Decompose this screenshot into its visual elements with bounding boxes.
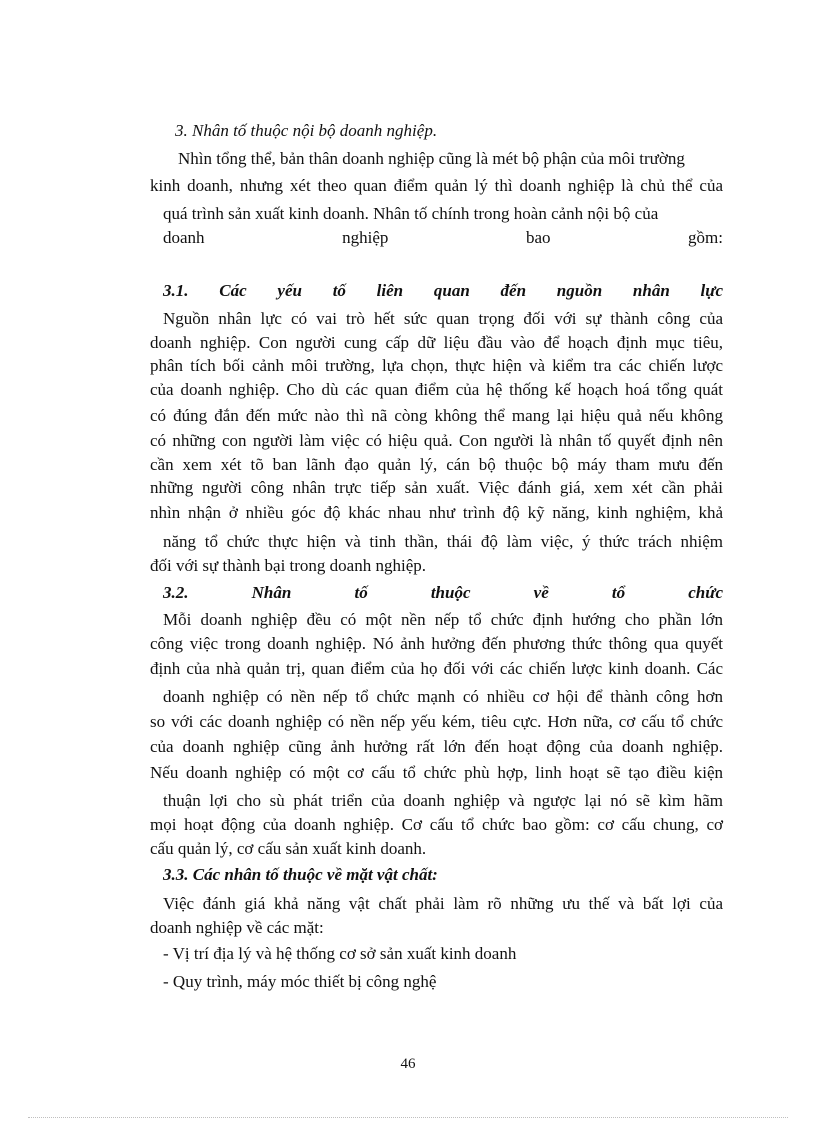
paragraph-line: cấu quản lý, cơ cấu sản xuất kinh doanh.	[150, 839, 427, 858]
paragraph-line: Mỗi doanh nghiệp đều có một nền nếp tổ chức định hướng cho phần lớn	[163, 610, 723, 629]
intro-line: Nhìn tổng thể, bản thân doanh nghiệp cũng là mét bộ phận của môi trường	[178, 149, 685, 168]
paragraph-line: phân tích bối cảnh môi trường, lựa chọn, thực hiện và kiểm tra các chiến lược	[150, 356, 723, 375]
page-bottom-divider	[28, 1117, 788, 1118]
section-heading-3: 3. Nhân tố thuộc nội bộ doanh nghiệp.	[175, 121, 438, 140]
paragraph-line: doanh nghiệp có nền nếp tổ chức mạnh có nhiều cơ hội để thành công hơn	[163, 687, 723, 706]
paragraph-line: so với các doanh nghiệp có nền nếp yếu kém, tiêu cực. Hơn nữa, cơ cấu tổ chức	[150, 712, 723, 731]
paragraph-line: có đúng đắn đến mức nào thì nã còng không thể mang lại hiệu quả nếu không	[150, 406, 723, 425]
paragraph-line: doanh nghiệp. Con người cung cấp dữ liệu đầu vào để hoạch định mục tiêu,	[150, 333, 723, 352]
paragraph-line: của doanh nghiệp. Cho dù các quan điểm của hệ thống kế hoạch hoá tổng quát	[150, 380, 723, 399]
paragraph-line: Việc đánh giá khả năng vật chất phải làm rõ những ưu thế và bất lợi của	[163, 894, 723, 913]
paragraph-line: đối với sự thành bại trong doanh nghiệp.	[150, 556, 427, 575]
paragraph-line: doanh nghiệp về các mặt:	[150, 918, 324, 937]
paragraph-line: Nếu doanh nghiệp có một cơ cấu tổ chức phù hợp, linh hoạt sẽ tạo điều kiện	[150, 763, 723, 782]
intro-line: kinh doanh, nhưng xét theo quan điểm quản lý thì doanh nghiệp là chủ thể của	[150, 176, 723, 195]
paragraph-line: thuận lợi cho sù phát triển của doanh nghiệp và ngược lại nó sẽ kìm hãm	[163, 791, 723, 810]
paragraph-line: công việc trong doanh nghiệp. Nó ảnh hưởng đến phương thức thông qua quyết	[150, 634, 723, 653]
bullet-item: - Vị trí địa lý và hệ thống cơ sở sản xuất kinh doanh	[163, 944, 517, 963]
subsection-heading-3-3: 3.3. Các nhân tố thuộc về mặt vật chất:	[163, 865, 438, 884]
paragraph-line: Nguồn nhân lực có vai trò hết sức quan trọng đối với sự thành công của	[163, 309, 723, 328]
paragraph-line: mọi hoạt động của doanh nghiệp. Cơ cấu tổ chức bao gồm: cơ cấu chung, cơ	[150, 815, 723, 834]
paragraph-line: có những con người làm việc có hiệu quả. Con người là nhân tố quyết định nên	[150, 431, 723, 450]
intro-line: doanh nghiệp bao gồm:	[163, 228, 723, 247]
intro-line: quá trình sản xuất kinh doanh. Nhân tố chính trong hoàn cảnh nội bộ của	[163, 204, 659, 223]
page-number: 46	[400, 1056, 416, 1072]
paragraph-line: những người công nhân trực tiếp sản xuất. Việc đánh giá, xem xét cần phải	[150, 478, 723, 497]
paragraph-line: cần xem xét tõ ban lãnh đạo quản lý, cán bộ thuộc bộ máy tham mưu đến	[150, 455, 723, 474]
paragraph-line: nhìn nhận ở nhiều góc độ khác nhau như trình độ kỹ năng, kinh nghiệm, khả	[150, 503, 723, 522]
bullet-item: - Quy trình, máy móc thiết bị công nghệ	[163, 972, 437, 991]
paragraph-line: năng tổ chức thực hiện và tinh thần, thái độ làm việc, ý thức trách nhiệm	[163, 532, 723, 551]
paragraph-line: định của nhà quản trị, quan điểm của họ đối với các chiến lược kinh doanh. Các	[150, 659, 723, 678]
subsection-heading-3-2: 3.2. Nhân tố thuộc về tổ chức	[163, 583, 723, 602]
paragraph-line: của doanh nghiệp cũng ảnh hưởng rất lớn đến hoạt động của doanh nghiệp.	[150, 737, 723, 756]
subsection-heading-3-1: 3.1. Các yếu tố liên quan đến nguồn nhân lực	[163, 281, 723, 300]
